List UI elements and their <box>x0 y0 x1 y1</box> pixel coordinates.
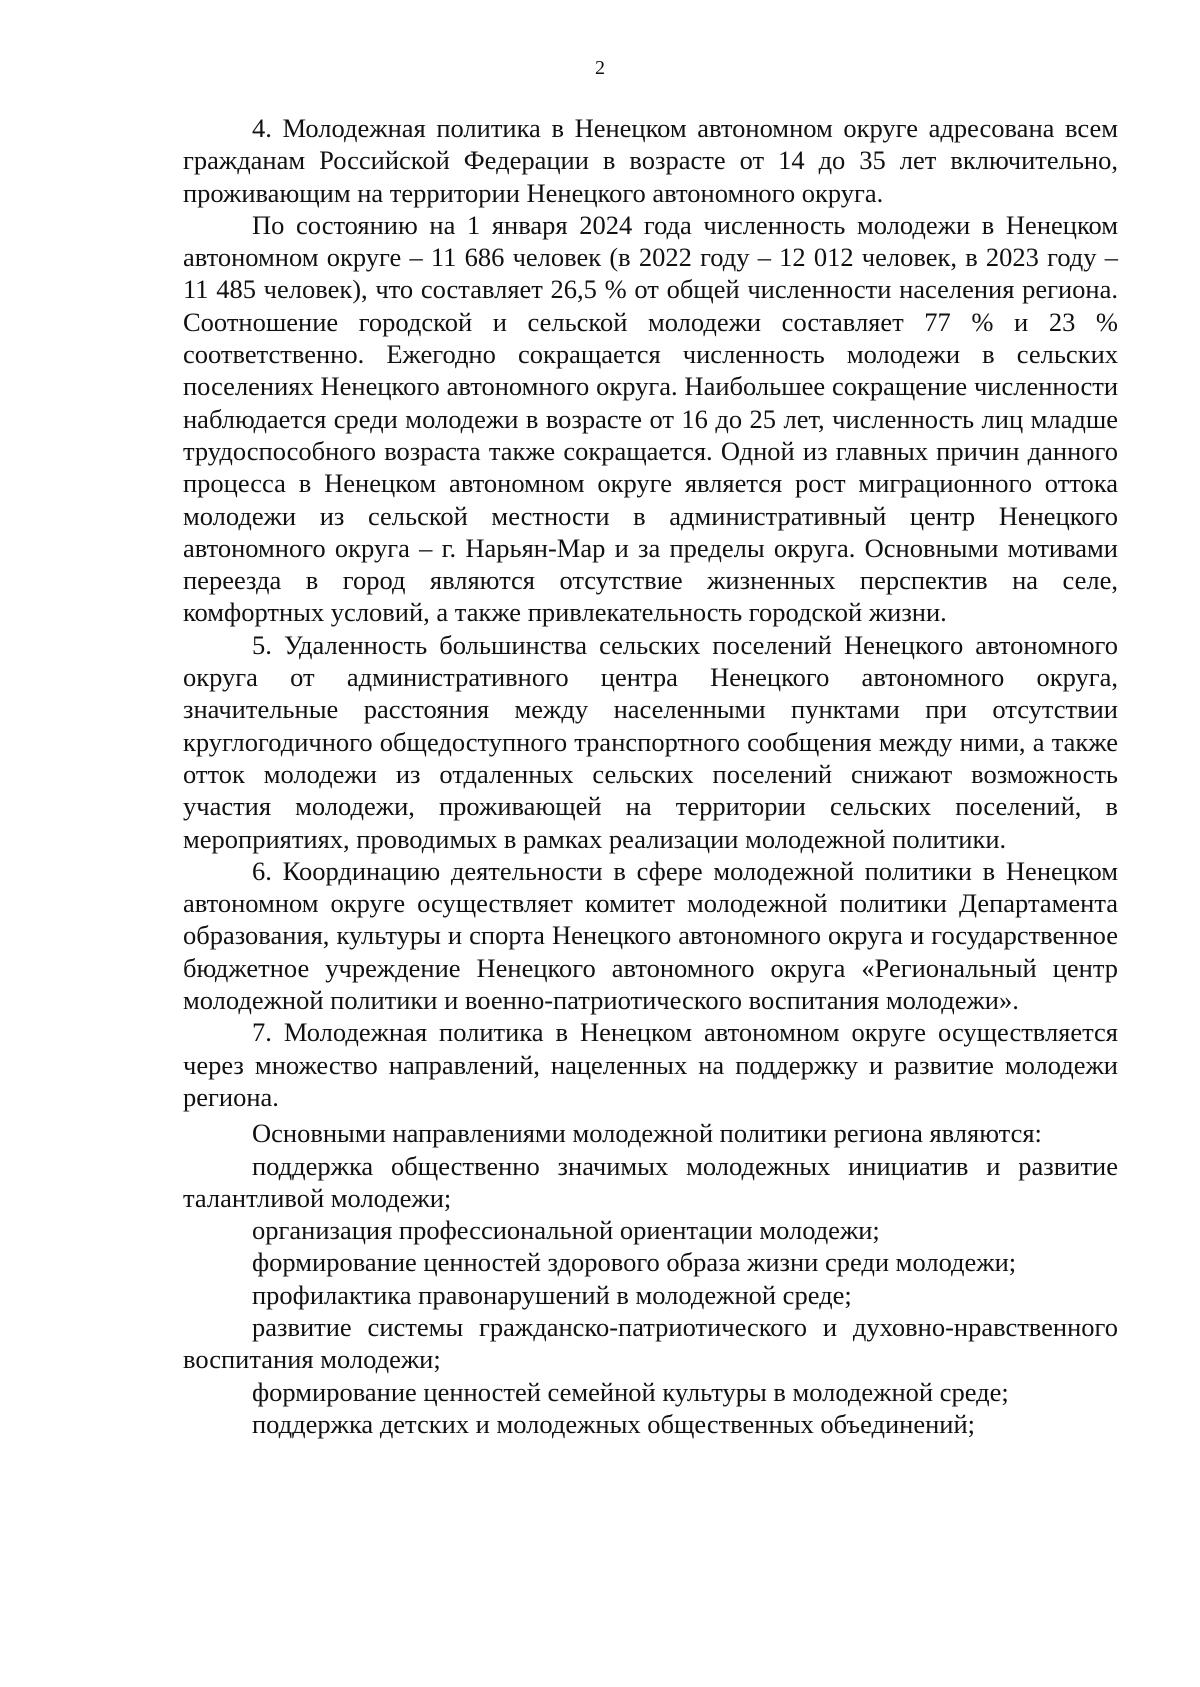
page-number: 2 <box>595 57 605 79</box>
paragraph-5-remoteness: 5. Удаленность большинства сельских поселений Ненецкого автономного округа от административного центра Ненецкого автономного округа, значительные расстояния между населенными пунктами при отсутствии круглогодичного общедоступного транспортного сообщения между ними, а также отток молодежи из отдаленных сельских поселений снижают возможность участия молодежи, проживающей на территории сельских поселений, в мероприятиях, проводимых в рамках реализации молодежной политики. <box>183 629 1118 854</box>
paragraph-7-directions: 7. Молодежная политика в Ненецком автономном округе осуществляется через множество направлений, нацеленных на поддержку и развитие молодежи региона. <box>183 1017 1118 1112</box>
document-body <box>183 112 1118 1440</box>
list-item: поддержка детских и молодежных общественных объединений; <box>252 1408 976 1439</box>
paragraph-youth-statistics: По состоянию на 1 января 2024 года численность молодежи в Ненецком автономном округе – 11 686 человек (в 2022 году – 12 012 человек, в 2023 году – 11 485 человек), что составляет 26,5 % от общей численности населения региона. Соотношение городской и сельской молодежи составляет 77 % и 23 % соответственно. Ежегодно сокращается численность молодежи в сельских поселениях Ненецкого автономного округа. Наибольшее сокращение численности наблюдается среди молодежи в возрасте от 16 до 25 лет, численность лиц младше трудоспособного возраста также сокращается. Одной из главных причин данного процесса в Ненецком автономном округе является рост миграционного оттока молодежи из сельской местности в административный центр Ненецкого автономного округа – г. Нарьян-Мар и за пределы округа. Основными мотивами переезда в город являются отсутствие жизненных перспектив на селе, комфортных условий, а также привлекательность городской жизни. <box>183 209 1118 628</box>
list-item: организация профессиональной ориентации молодежи; <box>252 1215 880 1246</box>
list-item: профилактика правонарушений в молодежной среде; <box>252 1279 852 1310</box>
paragraph-6-coordination: 6. Координацию деятельности в сфере молодежной политики в Ненецком автономном округе осуществляет комитет молодежной политики Департамента образования, культуры и спорта Ненецкого автономного округа и государственное бюджетное учреждение Ненецкого автономного округа «Региональный центр молодежной политики и военно-патриотического воспитания молодежи». <box>183 855 1118 1016</box>
list-item: формирование ценностей семейной культуры в молодежной среде; <box>252 1376 1009 1407</box>
paragraph-main-directions-intro: Основными направлениями молодежной политики региона являются: <box>252 1118 1042 1149</box>
list-item: развитие системы гражданско-патриотического и духовно-нравственного воспитания молодежи; <box>183 1311 1118 1375</box>
list-item: поддержка общественно значимых молодежных инициатив и развитие талантливой молодежи; <box>183 1150 1118 1213</box>
list-item: формирование ценностей здорового образа жизни среди молодежи; <box>252 1247 1017 1278</box>
paragraph-4-target-audience: 4. Молодежная политика в Ненецком автономном округе адресована всем гражданам Российской Федерации в возрасте от 14 до 35 лет включительно, проживающим на территории Ненецкого автономного округа. <box>183 113 1118 208</box>
